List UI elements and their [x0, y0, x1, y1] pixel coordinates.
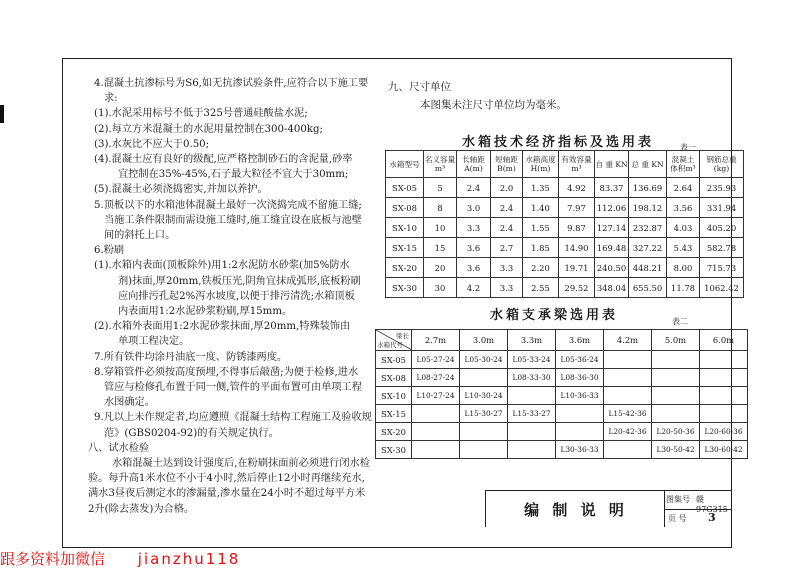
table2-cell [604, 351, 652, 369]
table2-cell [412, 441, 460, 459]
table1-tag: 表一 [680, 143, 696, 152]
table1-cell: 235.93 [700, 178, 744, 198]
table2-cell: L10-30-24 [460, 387, 508, 405]
left-line: 宜控制在35%-45%,石子最大粒径不宜大于30mm; [118, 169, 349, 181]
table2-cell [604, 387, 652, 405]
left-line: 5.顶板以下的水箱池体混凝土最好一次浇捣完成不留施工缝; [94, 199, 362, 211]
left-line: (1).水箱内表面(顶板除外)用1:2水泥防水砂浆(加5%防水 [94, 260, 350, 272]
atlas-label: 图集号 [666, 495, 690, 504]
table2-cell [556, 405, 604, 423]
left-line: 范》(GBS0204-92)的有关规定执行。 [104, 427, 279, 439]
table1-cell: 405.20 [700, 218, 744, 238]
table1-cell: 169.48 [595, 238, 629, 258]
table1-cell: 448.21 [629, 258, 667, 278]
table2-cell: L15-42-36 [604, 405, 652, 423]
table1-cell: 127.14 [595, 218, 629, 238]
table1-cell: SX-05 [386, 178, 424, 198]
table1-cell: 5 [424, 178, 457, 198]
table2-header-cell: 3.0m [460, 330, 508, 351]
table1-cell: 4.2 [457, 278, 491, 298]
table2-container [375, 329, 748, 459]
page-number: 3 [708, 511, 716, 524]
table2-cell: L30-36-33 [556, 441, 604, 459]
left-line: 内表面用1:2水泥砂浆粉刷,厚15mm。 [118, 306, 293, 318]
watermark-right: jianzhu118 [137, 550, 241, 568]
table2-cell: L05-27-24 [412, 351, 460, 369]
table1-row [386, 258, 744, 278]
table2-cell: L15-30-27 [460, 405, 508, 423]
table1-header-cell: 自 重 KN [595, 151, 629, 178]
table2-cell [700, 369, 748, 387]
table1-cell: 10 [424, 218, 457, 238]
table2-cell: SX-05 [376, 351, 412, 369]
left-line: (5).混凝土必须浇捣密实,并加以养护。 [94, 184, 268, 196]
table1-cell: 2.20 [523, 258, 559, 278]
watermark-left: 跟多资料加微信 [0, 550, 106, 568]
left-line: 水图确定。 [104, 397, 155, 409]
table1-row [386, 278, 744, 298]
table1-cell: 14.90 [559, 238, 595, 258]
table2-row [376, 423, 748, 441]
table2-cell: SX-15 [376, 405, 412, 423]
left-line: 应向排污孔起2%泻水坡度,以便于排污清洗;水箱顶板 [118, 290, 355, 302]
table2-cell: L05-33-24 [508, 351, 556, 369]
left-line: (1).水泥采用标号不低于325号普通硅酸盐水泥; [94, 108, 308, 120]
table1-cell: 136.69 [629, 178, 667, 198]
left-column [88, 76, 378, 517]
table1-cell: 655.50 [629, 278, 667, 298]
table1-cell: SX-15 [386, 238, 424, 258]
table1-header-cell: 混凝土 体积m³ [667, 151, 700, 178]
table1-header-cell: 有效容量 m³ [559, 151, 595, 178]
table1-cell: 582.78 [700, 238, 744, 258]
table2-cell [460, 423, 508, 441]
table2-cell: L20-42-36 [604, 423, 652, 441]
table2-cell: SX-08 [376, 369, 412, 387]
table2-cell [412, 405, 460, 423]
table2-cell: L20-60-36 [700, 423, 748, 441]
table1-cell: 30 [424, 278, 457, 298]
left-line: 4.混凝土抗渗标号为S6,如无抗渗试验条件,应符合以下施工要 [94, 78, 369, 89]
table2-cell: L08-36-30 [556, 369, 604, 387]
left-line: (4).混凝土应有良好的级配,应严格控制砂石的含泥量,砂率 [94, 154, 353, 166]
section-nine-heading: 九、尺寸单位 [388, 81, 451, 93]
table2-cell: L05-36-24 [556, 351, 604, 369]
left-line: 剂)抹面,厚20mm,铁板压光,阴角宜抹成弧形,底板粉刷 [118, 275, 361, 287]
table2-header-cell: 3.6m [556, 330, 604, 351]
table1-cell: 2.7 [491, 238, 523, 258]
table1-cell: SX-08 [386, 198, 424, 218]
table1-row [386, 238, 744, 258]
edge-binding-mark [0, 105, 4, 123]
title-block [485, 490, 731, 527]
table1-cell: 19.71 [559, 258, 595, 278]
table2-cell [508, 441, 556, 459]
table1-cell: 2.4 [491, 218, 523, 238]
left-line: 求: [104, 93, 118, 105]
table2-header-cell: 5.0m [652, 330, 700, 351]
table2-cell [700, 351, 748, 369]
table2-cell: L10-36-33 [556, 387, 604, 405]
table1-cell: 83.37 [595, 178, 629, 198]
table2-cell [460, 369, 508, 387]
left-line: 单项工程决定。 [118, 336, 190, 348]
table1-cell: 232.87 [629, 218, 667, 238]
table1-header-cell: 短轴距 B(m) [491, 151, 523, 178]
table1-cell: 1062.42 [700, 278, 744, 298]
table1-cell: 3.56 [667, 198, 700, 218]
table1-header-cell: 总 重 KN [629, 151, 667, 178]
table2-cell: SX-20 [376, 423, 412, 441]
tech-economic-table [385, 150, 744, 298]
table2-cell [652, 369, 700, 387]
table2-cell [604, 441, 652, 459]
table2-cell [412, 423, 460, 441]
table1-cell: 4.03 [667, 218, 700, 238]
left-line: 八、试水检验 [88, 442, 150, 454]
left-line: 间的斜托上口。 [104, 230, 176, 242]
table1-cell: 327.22 [629, 238, 667, 258]
table2-cell [652, 387, 700, 405]
table2-cell: L08-27-24 [412, 369, 460, 387]
table2-row [376, 369, 748, 387]
watermark [0, 548, 240, 569]
corner-top-label: 梁长 [396, 332, 409, 340]
table1-header-cell: 名义容量 m³ [424, 151, 457, 178]
table1-cell: 1.55 [523, 218, 559, 238]
table1-cell: 3.6 [457, 238, 491, 258]
table1-cell: 331.94 [700, 198, 744, 218]
corner-bottom-label: 水箱代号 [377, 341, 403, 349]
table2-cell: L20-50-36 [652, 423, 700, 441]
table1-row [386, 178, 744, 198]
table1-header-cell: 水箱高度 H(m) [523, 151, 559, 178]
table2-cell [508, 423, 556, 441]
table1-cell: 3.3 [491, 258, 523, 278]
table2-cell: L10-27-24 [412, 387, 460, 405]
table1-cell: 15 [424, 238, 457, 258]
table1-cell: 1.40 [523, 198, 559, 218]
table1-row [386, 218, 744, 238]
table1-cell: 715.73 [700, 258, 744, 278]
table1-cell: 2.4 [457, 178, 491, 198]
table1-cell: 2.4 [491, 198, 523, 218]
table1-cell: 4.92 [559, 178, 595, 198]
table2-cell [508, 387, 556, 405]
table2-cell: L08-33-30 [508, 369, 556, 387]
left-lines [88, 76, 378, 456]
table2-cell [652, 405, 700, 423]
table1-cell: 2.64 [667, 178, 700, 198]
table2-cell: SX-10 [376, 387, 412, 405]
table1-container [385, 150, 744, 298]
table2-header-cell: 6.0m [700, 330, 748, 351]
left-line: (2).每立方米混凝土的水泥用量控制在300-400kg; [94, 123, 323, 135]
table2-row [376, 405, 748, 423]
table2-corner-cell [376, 330, 412, 351]
section-nine-text: 本图集未注尺寸单位均为毫米。 [420, 99, 567, 111]
table2-cell: L30-50-42 [652, 441, 700, 459]
table1-cell: 7.97 [559, 198, 595, 218]
left-line: 9.凡以上未作规定者,均应遵照《混凝土结构工程施工及验收规 [94, 412, 372, 424]
table1-cell: 3.3 [457, 218, 491, 238]
table2-row [376, 351, 748, 369]
table1-cell: SX-10 [386, 218, 424, 238]
table1-cell: 3.3 [491, 278, 523, 298]
left-line: (3).水灰比不应大于0.50; [94, 138, 210, 150]
table1-cell: 2.55 [523, 278, 559, 298]
table2-cell: SX-30 [376, 441, 412, 459]
left-line: 7.所有铁件均涂丹油底一度、防锈漆两度。 [94, 351, 288, 363]
table1-cell: 112.06 [595, 198, 629, 218]
table1-cell: 9.87 [559, 218, 595, 238]
table1-title: 水箱技术经济指标及选用表 [462, 135, 655, 150]
table1-cell: 1.85 [523, 238, 559, 258]
left-line: 当施工条件限制而需设施工缝时,施工缝宜设在底板与池壁 [104, 214, 362, 226]
table1-row [386, 198, 744, 218]
table1-cell: 11.78 [667, 278, 700, 298]
table2-header-cell: 4.2m [604, 330, 652, 351]
table1-cell: 198.12 [629, 198, 667, 218]
table2-cell: L30-60-42 [700, 441, 748, 459]
table2-title: 水箱支承梁选用表 [490, 308, 619, 323]
table2-cell [556, 423, 604, 441]
left-line: 8.穿箱管件必须按高度预埋,不得事后敲凿;为便于检修,进水 [94, 366, 359, 378]
table2-cell: L15-33-27 [508, 405, 556, 423]
table1-cell: 29.52 [559, 278, 595, 298]
table2-row [376, 387, 748, 405]
table2-tag: 表二 [672, 317, 688, 326]
table1-cell: SX-30 [386, 278, 424, 298]
title-block-title: 编 制 说 明 [524, 500, 628, 519]
table2-cell [604, 369, 652, 387]
table2-cell [700, 405, 748, 423]
table1-header-cell: 长轴距 A(m) [457, 151, 491, 178]
water-test-paragraph: 水箱混凝土达到设计强度后,在粉刷抹面前必须进行闭水检验。每升高1米水位不小于4小时,然后停止12小时再继续充水,满水3昼夜后测定水的渗漏量,渗水量在24小时不超过每平方米2升(除去蒸发)为合格。 [88, 458, 370, 515]
table1-header-cell: 水箱型号 [386, 151, 424, 178]
table1-cell: 2.0 [491, 178, 523, 198]
table1-cell: 3.6 [457, 258, 491, 278]
table1-cell: 20 [424, 258, 457, 278]
table2-row [376, 441, 748, 459]
table2-cell [460, 441, 508, 459]
support-beam-table [375, 329, 748, 459]
table1-cell: 5.43 [667, 238, 700, 258]
table1-cell: 348.04 [595, 278, 629, 298]
left-line: 管应与检修孔布置于同一侧,管件的平面布置可由单项工程 [104, 382, 362, 394]
left-line: 6.粉刷 [94, 245, 125, 257]
table1-cell: 8.00 [667, 258, 700, 278]
table2-cell [700, 387, 748, 405]
table2-cell [652, 351, 700, 369]
title-block-hline [664, 509, 731, 510]
table1-header-cell: 钢筋总重 (kg) [700, 151, 744, 178]
table1-cell: 3.0 [457, 198, 491, 218]
table1-cell: 240.50 [595, 258, 629, 278]
left-line: (2).水箱外表面用1:2水泥砂浆抹面,厚20mm,特殊装饰由 [94, 321, 351, 333]
table2-header-cell: 3.3m [508, 330, 556, 351]
table2-header-cell: 2.7m [412, 330, 460, 351]
table1-cell: SX-20 [386, 258, 424, 278]
table1-cell: 8 [424, 198, 457, 218]
table1-cell: 1.35 [523, 178, 559, 198]
atlas-number: 赣 [696, 495, 704, 504]
table2-cell: L05-30-24 [460, 351, 508, 369]
page-label: 页 号 [668, 514, 687, 523]
